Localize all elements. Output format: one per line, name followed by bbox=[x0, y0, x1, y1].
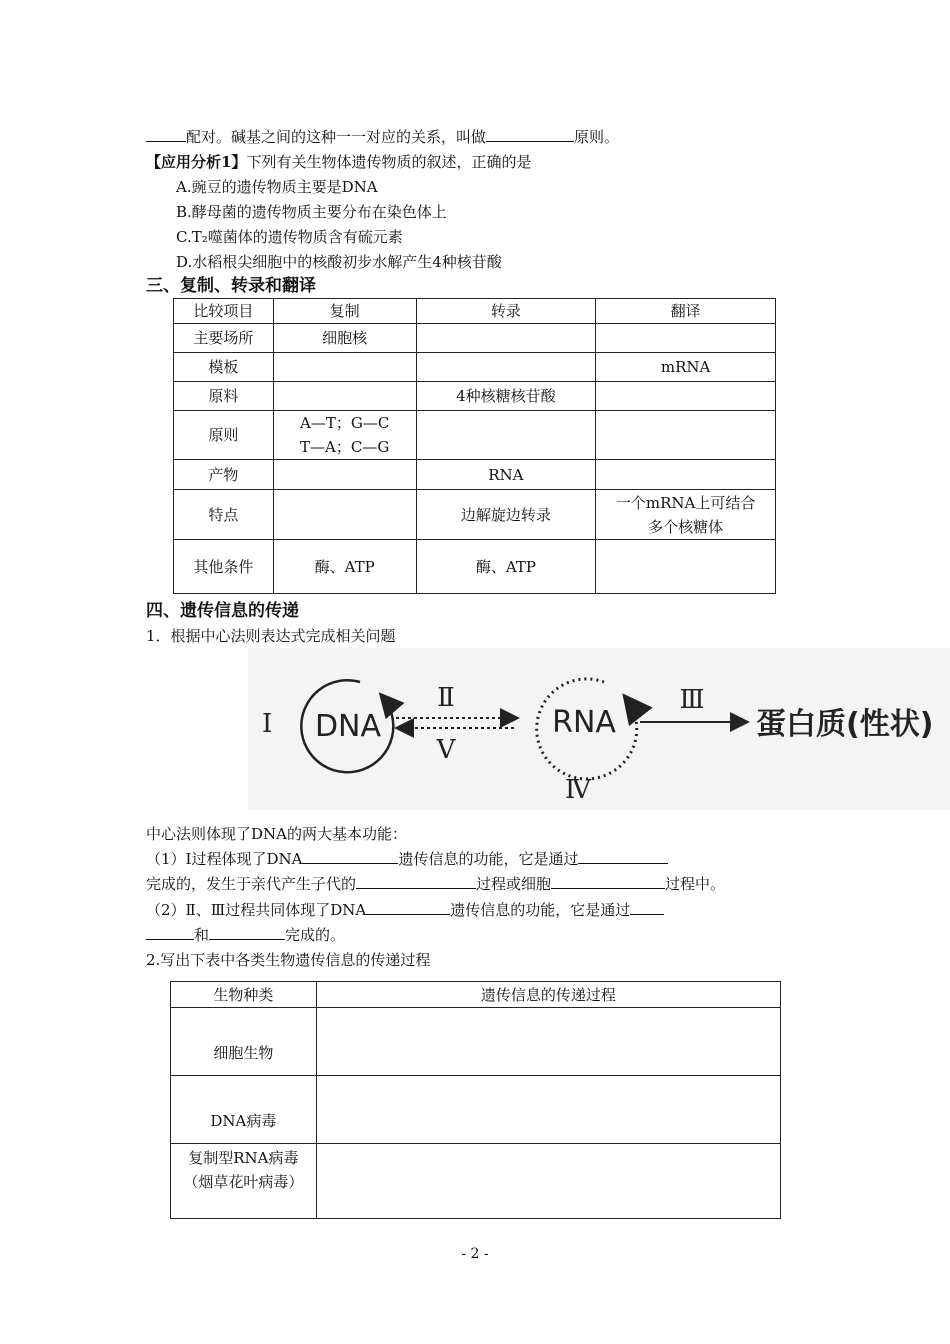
table-row bbox=[174, 490, 776, 540]
transfer-process-cell[interactable] bbox=[316, 1144, 780, 1219]
option-d: D.水稻根尖细胞中的核酸初步水解产生4种核苷酸 bbox=[176, 253, 502, 271]
question-1: 1．根据中心法则表达式完成相关问题 bbox=[146, 627, 396, 645]
table-cell bbox=[596, 460, 776, 490]
page-number: - 2 - bbox=[461, 1246, 489, 1262]
application-question bbox=[146, 151, 531, 173]
table-row bbox=[174, 460, 776, 490]
p2-text-a: （1）Ⅰ过程体现了DNA bbox=[146, 850, 303, 868]
table-cell: 原则 bbox=[174, 411, 274, 460]
table-header-cell: 生物种类 bbox=[171, 982, 317, 1008]
table-header-cell: 转录 bbox=[416, 299, 596, 324]
table-cell bbox=[273, 382, 416, 411]
p3-text-a: 完成的，发生于亲代产生子代的 bbox=[146, 875, 357, 893]
blank bbox=[209, 924, 285, 940]
p5-text-b: 完成的。 bbox=[285, 926, 346, 944]
p4-text-a: （2）Ⅱ、Ⅲ过程共同体现了DNA bbox=[146, 901, 367, 919]
table-cell bbox=[416, 411, 596, 460]
intro-text-2: 原则。 bbox=[574, 128, 620, 146]
table-header-cell: 翻译 bbox=[596, 299, 776, 324]
option-b: B.酵母菌的遗传物质主要分布在染色体上 bbox=[176, 203, 447, 221]
section4-title: 四、遗传信息的传递 bbox=[146, 601, 299, 621]
protein-label: 蛋白质(性状) bbox=[756, 707, 934, 742]
paragraph-2 bbox=[146, 899, 664, 921]
table-cell: 主要场所 bbox=[174, 324, 274, 353]
blank bbox=[486, 126, 574, 142]
p3-text-c: 过程中。 bbox=[665, 875, 726, 893]
table-cell: 模板 bbox=[174, 353, 274, 382]
blank bbox=[146, 924, 194, 940]
table-header-cell: 遗传信息的传递过程 bbox=[316, 982, 780, 1008]
table-cell bbox=[596, 540, 776, 594]
organism-type-cell: 细胞生物 bbox=[171, 1008, 317, 1076]
section3-title: 三、复制、转录和翻译 bbox=[146, 276, 316, 296]
blank bbox=[146, 126, 186, 142]
table-cell: 原料 bbox=[174, 382, 274, 411]
table-header-row bbox=[171, 982, 781, 1008]
blank bbox=[551, 873, 665, 889]
transfer-process-cell[interactable] bbox=[316, 1076, 780, 1144]
blank bbox=[366, 899, 450, 915]
table-row bbox=[174, 540, 776, 594]
paragraph-functions: 中心法则体现了DNA的两大基本功能： bbox=[146, 825, 407, 843]
table-cell bbox=[596, 324, 776, 353]
question-2: 2.写出下表中各类生物遗传信息的传递过程 bbox=[146, 951, 431, 969]
table-row bbox=[174, 411, 776, 460]
table-cell: 4种核糖核苷酸 bbox=[416, 382, 596, 411]
transfer-process-cell[interactable] bbox=[316, 1008, 780, 1076]
table-cell bbox=[273, 490, 416, 540]
table-cell bbox=[416, 353, 596, 382]
table-cell bbox=[273, 353, 416, 382]
table-cell bbox=[596, 411, 776, 460]
table-row bbox=[171, 1076, 781, 1144]
transfer-table bbox=[170, 981, 781, 1219]
label-IV: Ⅳ bbox=[565, 775, 591, 805]
p3-text-b: 过程或细胞 bbox=[476, 875, 552, 893]
table-header-row bbox=[174, 299, 776, 324]
label-II: Ⅱ bbox=[437, 683, 455, 713]
paragraph-1-cont bbox=[146, 873, 725, 895]
table-row bbox=[174, 382, 776, 411]
table-cell: 一个mRNA上可结合 多个核糖体 bbox=[596, 490, 776, 540]
table-cell: 特点 bbox=[174, 490, 274, 540]
organism-type-cell: DNA病毒 bbox=[171, 1076, 317, 1144]
table-cell: 酶、ATP bbox=[416, 540, 596, 594]
central-dogma-diagram bbox=[248, 648, 950, 810]
table-cell: 边解旋边转录 bbox=[416, 490, 596, 540]
table-cell: A—T；G—C T—A；C—G bbox=[273, 411, 416, 460]
blank bbox=[578, 848, 668, 864]
table-cell: 细胞核 bbox=[273, 324, 416, 353]
table-header-cell: 复制 bbox=[273, 299, 416, 324]
label-III: Ⅲ bbox=[679, 685, 705, 715]
table-cell: 其他条件 bbox=[174, 540, 274, 594]
blank bbox=[302, 848, 398, 864]
table-cell bbox=[416, 324, 596, 353]
label-V: V bbox=[436, 735, 456, 765]
table-cell: 酶、ATP bbox=[273, 540, 416, 594]
application-question-text: 下列有关生物体遗传物质的叙述，正确的是 bbox=[246, 153, 532, 171]
intro-text-1: 配对。碱基之间的这种一一对应的关系，叫做 bbox=[186, 128, 487, 146]
table-row bbox=[171, 1008, 781, 1076]
rna-label: RNA bbox=[552, 705, 616, 740]
dna-label: DNA bbox=[314, 709, 382, 744]
table-row bbox=[174, 324, 776, 353]
option-c: C.T₂噬菌体的遗传物质含有硫元素 bbox=[176, 228, 403, 246]
p4-text-b: 遗传信息的功能，它是通过 bbox=[450, 901, 631, 919]
p5-text-a: 和 bbox=[194, 926, 210, 944]
table-row bbox=[171, 1144, 781, 1219]
table-cell bbox=[273, 460, 416, 490]
organism-type-cell: 复制型RNA病毒 （烟草花叶病毒） bbox=[171, 1144, 317, 1219]
table-cell: 产物 bbox=[174, 460, 274, 490]
paragraph-1 bbox=[146, 848, 668, 870]
table-row bbox=[174, 353, 776, 382]
blank bbox=[630, 899, 664, 915]
blank bbox=[356, 873, 476, 889]
table-cell bbox=[596, 382, 776, 411]
label-I: I bbox=[262, 709, 273, 739]
comparison-table bbox=[173, 298, 776, 594]
application-tag: 【应用分析1】 bbox=[146, 153, 247, 171]
intro-line bbox=[146, 126, 619, 148]
paragraph-2-cont bbox=[146, 924, 345, 946]
p2-text-b: 遗传信息的功能，它是通过 bbox=[398, 850, 579, 868]
table-cell: mRNA bbox=[596, 353, 776, 382]
table-cell: RNA bbox=[416, 460, 596, 490]
option-a: A.豌豆的遗传物质主要是DNA bbox=[176, 178, 378, 196]
table-header-cell: 比较项目 bbox=[174, 299, 274, 324]
